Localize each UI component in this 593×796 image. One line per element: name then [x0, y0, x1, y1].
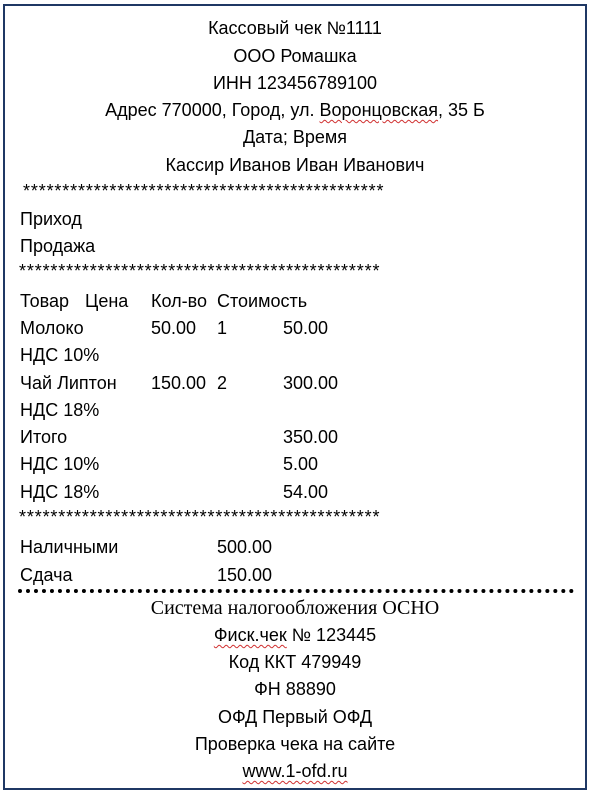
kkt-code: Код ККТ 479949: [228, 652, 362, 672]
address: [3, 99, 587, 121]
check-site-text: Проверка чека на сайте: [194, 734, 396, 754]
item-cost: 50.00: [283, 318, 329, 338]
item-name: Чай Липтон: [20, 373, 117, 393]
change-value: 150.00: [217, 565, 273, 585]
total-label: Итого: [20, 427, 68, 447]
item-price: 50.00: [151, 318, 197, 338]
column-price: Цена: [85, 291, 129, 311]
address-street: Воронцовская: [319, 100, 439, 120]
address-prefix: Адрес 770000, Город, ул.: [105, 100, 320, 120]
column-quantity: Кол-во: [151, 291, 207, 311]
site-url: [3, 760, 587, 782]
item-quantity: 2: [217, 373, 228, 393]
inn: ИНН 123456789100: [212, 73, 378, 93]
receipt-title: Кассовый чек №1111: [208, 18, 382, 38]
fiscal-check: [3, 624, 587, 646]
total-value: 350.00: [283, 427, 339, 447]
vat10-label: НДС 10%: [20, 454, 100, 474]
site-url-link[interactable]: www.1-ofd.ru: [242, 761, 348, 781]
ofd-name: ОФД Первый ОФД: [217, 707, 373, 727]
item-vat: НДС 10%: [20, 345, 100, 365]
vat10-value: 5.00: [283, 454, 319, 474]
column-cost: Стоимость: [217, 291, 308, 311]
operation-type: Приход: [20, 209, 82, 229]
separator-stars: **********************************************: [23, 184, 385, 198]
cash-label: Наличными: [20, 537, 119, 557]
separator-stars: **********************************************: [19, 264, 381, 278]
item-price: 150.00: [151, 373, 207, 393]
company-name: ООО Ромашка: [233, 46, 357, 66]
tax-system: Система налогообложения ОСНО: [150, 597, 440, 619]
address-suffix: , 35 Б: [438, 100, 485, 120]
item-vat: НДС 18%: [20, 400, 100, 420]
column-product: Товар: [20, 291, 69, 311]
fiscal-suffix: № 123445: [286, 625, 377, 645]
cashier: Кассир Иванов Иван Иванович: [165, 155, 425, 175]
cash-value: 500.00: [217, 537, 273, 557]
change-label: Сдача: [20, 565, 73, 585]
item-cost: 300.00: [283, 373, 339, 393]
vat18-value: 54.00: [283, 482, 329, 502]
separator-stars: **********************************************: [19, 510, 381, 524]
item-quantity: 1: [217, 318, 228, 338]
vat18-label: НДС 18%: [20, 482, 100, 502]
date-time: Дата; Время: [242, 127, 347, 147]
item-name: Молоко: [20, 318, 84, 338]
dotted-separator: [18, 589, 574, 593]
fiscal-prefix: Фиск.чек: [213, 625, 287, 645]
operation-kind: Продажа: [20, 236, 96, 256]
fn-number: ФН 88890: [254, 679, 336, 699]
